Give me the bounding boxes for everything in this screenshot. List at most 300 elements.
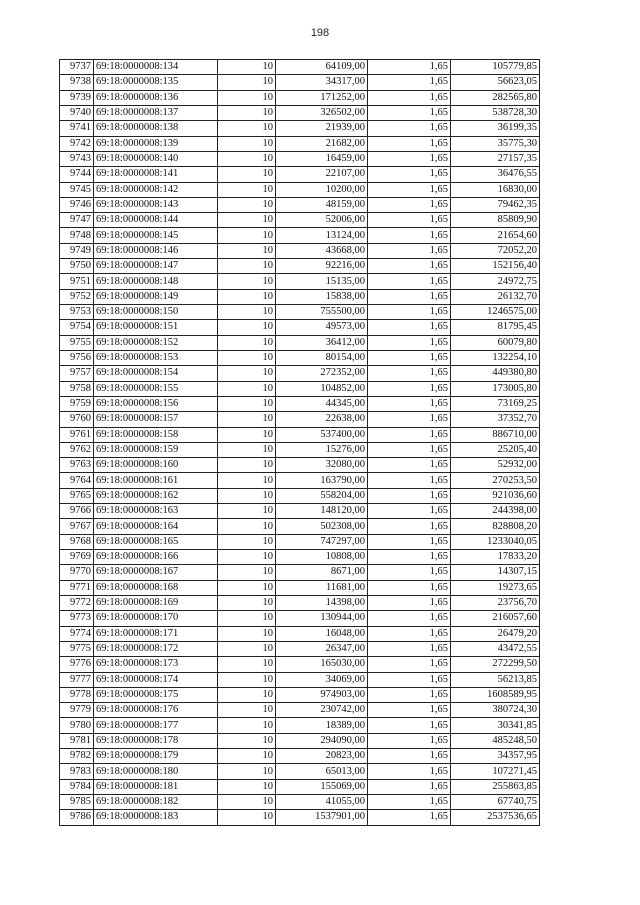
table-row: [60, 672, 540, 687]
category-code-cell: 10: [218, 519, 276, 534]
table-row: [60, 488, 540, 503]
category-code-cell: 10: [218, 320, 276, 335]
category-code-cell: 10: [218, 687, 276, 702]
rate-value-cell: 1,65: [368, 718, 451, 733]
area-value-cell: 148120,00: [276, 504, 368, 519]
total-value-cell: 282565,80: [451, 90, 540, 105]
area-value-cell: 10808,00: [276, 550, 368, 565]
category-code-cell: 10: [218, 228, 276, 243]
total-value-cell: 1233040,05: [451, 534, 540, 549]
area-value-cell: 104852,00: [276, 381, 368, 396]
table-row: [60, 641, 540, 656]
category-code-cell: 10: [218, 90, 276, 105]
row-number-cell: 9759: [60, 396, 94, 411]
cadastral-number-cell: 69:18:0000008:151: [94, 320, 218, 335]
table-row: [60, 243, 540, 258]
rate-value-cell: 1,65: [368, 121, 451, 136]
table-row: [60, 703, 540, 718]
category-code-cell: 10: [218, 795, 276, 810]
row-number-cell: 9761: [60, 427, 94, 442]
table-row: [60, 228, 540, 243]
total-value-cell: 36199,35: [451, 121, 540, 136]
area-value-cell: 21682,00: [276, 136, 368, 151]
row-number-cell: 9770: [60, 565, 94, 580]
rate-value-cell: 1,65: [368, 565, 451, 580]
cadastral-number-cell: 69:18:0000008:165: [94, 534, 218, 549]
category-code-cell: 10: [218, 442, 276, 457]
area-value-cell: 15276,00: [276, 442, 368, 457]
total-value-cell: 16830,00: [451, 182, 540, 197]
category-code-cell: 10: [218, 105, 276, 120]
area-value-cell: 48159,00: [276, 197, 368, 212]
table-row: [60, 458, 540, 473]
category-code-cell: 10: [218, 259, 276, 274]
cadastral-number-cell: 69:18:0000008:150: [94, 305, 218, 320]
total-value-cell: 27157,35: [451, 151, 540, 166]
rate-value-cell: 1,65: [368, 335, 451, 350]
table-row: [60, 182, 540, 197]
area-value-cell: 34069,00: [276, 672, 368, 687]
table-row: [60, 167, 540, 182]
category-code-cell: 10: [218, 611, 276, 626]
rate-value-cell: 1,65: [368, 534, 451, 549]
table-row: [60, 197, 540, 212]
row-number-cell: 9775: [60, 641, 94, 656]
cadastral-number-cell: 69:18:0000008:182: [94, 795, 218, 810]
area-value-cell: 80154,00: [276, 350, 368, 365]
total-value-cell: 14307,15: [451, 565, 540, 580]
cadastral-number-cell: 69:18:0000008:178: [94, 733, 218, 748]
cadastral-number-cell: 69:18:0000008:179: [94, 749, 218, 764]
total-value-cell: 828808,20: [451, 519, 540, 534]
total-value-cell: 19273,65: [451, 580, 540, 595]
area-value-cell: 974903,00: [276, 687, 368, 702]
category-code-cell: 10: [218, 550, 276, 565]
cadastral-number-cell: 69:18:0000008:171: [94, 626, 218, 641]
row-number-cell: 9779: [60, 703, 94, 718]
total-value-cell: 24972,75: [451, 274, 540, 289]
cadastral-number-cell: 69:18:0000008:143: [94, 197, 218, 212]
rate-value-cell: 1,65: [368, 90, 451, 105]
total-value-cell: 272299,50: [451, 657, 540, 672]
row-number-cell: 9745: [60, 182, 94, 197]
row-number-cell: 9742: [60, 136, 94, 151]
table-row: [60, 60, 540, 75]
page-number: 198: [310, 27, 330, 39]
category-code-cell: 10: [218, 350, 276, 365]
cadastral-number-cell: 69:18:0000008:156: [94, 396, 218, 411]
table-body: [60, 60, 540, 826]
table-row: [60, 75, 540, 90]
area-value-cell: 537400,00: [276, 427, 368, 442]
total-value-cell: 34357,95: [451, 749, 540, 764]
table-row: [60, 749, 540, 764]
area-value-cell: 13124,00: [276, 228, 368, 243]
cadastral-number-cell: 69:18:0000008:147: [94, 259, 218, 274]
area-value-cell: 272352,00: [276, 366, 368, 381]
rate-value-cell: 1,65: [368, 611, 451, 626]
cadastral-number-cell: 69:18:0000008:160: [94, 458, 218, 473]
table-row: [60, 687, 540, 702]
cadastral-number-cell: 69:18:0000008:174: [94, 672, 218, 687]
table-row: [60, 504, 540, 519]
area-value-cell: 130944,00: [276, 611, 368, 626]
area-value-cell: 21939,00: [276, 121, 368, 136]
cadastral-number-cell: 69:18:0000008:173: [94, 657, 218, 672]
table-row: [60, 335, 540, 350]
cadastral-number-cell: 69:18:0000008:136: [94, 90, 218, 105]
cadastral-number-cell: 69:18:0000008:148: [94, 274, 218, 289]
total-value-cell: 380724,30: [451, 703, 540, 718]
area-value-cell: 43668,00: [276, 243, 368, 258]
total-value-cell: 921036,60: [451, 488, 540, 503]
total-value-cell: 485248,50: [451, 733, 540, 748]
cadastral-number-cell: 69:18:0000008:181: [94, 779, 218, 794]
row-number-cell: 9780: [60, 718, 94, 733]
category-code-cell: 10: [218, 626, 276, 641]
cadastral-number-cell: 69:18:0000008:161: [94, 473, 218, 488]
rate-value-cell: 1,65: [368, 733, 451, 748]
category-code-cell: 10: [218, 733, 276, 748]
rate-value-cell: 1,65: [368, 151, 451, 166]
cadastral-number-cell: 69:18:0000008:145: [94, 228, 218, 243]
rate-value-cell: 1,65: [368, 412, 451, 427]
row-number-cell: 9752: [60, 289, 94, 304]
total-value-cell: 25205,40: [451, 442, 540, 457]
cadastral-number-cell: 69:18:0000008:166: [94, 550, 218, 565]
rate-value-cell: 1,65: [368, 289, 451, 304]
cadastral-number-cell: 69:18:0000008:176: [94, 703, 218, 718]
row-number-cell: 9754: [60, 320, 94, 335]
row-number-cell: 9773: [60, 611, 94, 626]
row-number-cell: 9768: [60, 534, 94, 549]
total-value-cell: 538728,30: [451, 105, 540, 120]
rate-value-cell: 1,65: [368, 810, 451, 825]
category-code-cell: 10: [218, 396, 276, 411]
row-number-cell: 9764: [60, 473, 94, 488]
area-value-cell: 41055,00: [276, 795, 368, 810]
category-code-cell: 10: [218, 473, 276, 488]
cadastral-number-cell: 69:18:0000008:168: [94, 580, 218, 595]
cadastral-number-cell: 69:18:0000008:163: [94, 504, 218, 519]
total-value-cell: 56623,05: [451, 75, 540, 90]
area-value-cell: 16459,00: [276, 151, 368, 166]
rate-value-cell: 1,65: [368, 641, 451, 656]
cadastral-number-cell: 69:18:0000008:183: [94, 810, 218, 825]
area-value-cell: 14398,00: [276, 595, 368, 610]
category-code-cell: 10: [218, 289, 276, 304]
category-code-cell: 10: [218, 534, 276, 549]
category-code-cell: 10: [218, 243, 276, 258]
cadastral-number-cell: 69:18:0000008:152: [94, 335, 218, 350]
category-code-cell: 10: [218, 213, 276, 228]
category-code-cell: 10: [218, 672, 276, 687]
total-value-cell: 132254,10: [451, 350, 540, 365]
area-value-cell: 22638,00: [276, 412, 368, 427]
table-row: [60, 320, 540, 335]
rate-value-cell: 1,65: [368, 595, 451, 610]
total-value-cell: 81795,45: [451, 320, 540, 335]
category-code-cell: 10: [218, 197, 276, 212]
total-value-cell: 56213,85: [451, 672, 540, 687]
rate-value-cell: 1,65: [368, 197, 451, 212]
area-value-cell: 502308,00: [276, 519, 368, 534]
category-code-cell: 10: [218, 779, 276, 794]
total-value-cell: 30341,85: [451, 718, 540, 733]
row-number-cell: 9758: [60, 381, 94, 396]
cadastral-number-cell: 69:18:0000008:167: [94, 565, 218, 580]
row-number-cell: 9740: [60, 105, 94, 120]
total-value-cell: 107271,45: [451, 764, 540, 779]
table-row: [60, 779, 540, 794]
table-row: [60, 105, 540, 120]
row-number-cell: 9753: [60, 305, 94, 320]
rate-value-cell: 1,65: [368, 182, 451, 197]
total-value-cell: 2537536,65: [451, 810, 540, 825]
row-number-cell: 9778: [60, 687, 94, 702]
table-row: [60, 442, 540, 457]
category-code-cell: 10: [218, 749, 276, 764]
table-row: [60, 718, 540, 733]
area-value-cell: 26347,00: [276, 641, 368, 656]
area-value-cell: 326502,00: [276, 105, 368, 120]
table-row: [60, 427, 540, 442]
row-number-cell: 9760: [60, 412, 94, 427]
rate-value-cell: 1,65: [368, 657, 451, 672]
category-code-cell: 10: [218, 657, 276, 672]
table-row: [60, 657, 540, 672]
total-value-cell: 36476,55: [451, 167, 540, 182]
table-row: [60, 519, 540, 534]
row-number-cell: 9765: [60, 488, 94, 503]
category-code-cell: 10: [218, 151, 276, 166]
row-number-cell: 9767: [60, 519, 94, 534]
row-number-cell: 9771: [60, 580, 94, 595]
total-value-cell: 35775,30: [451, 136, 540, 151]
area-value-cell: 1537901,00: [276, 810, 368, 825]
total-value-cell: 1608589,95: [451, 687, 540, 702]
area-value-cell: 44345,00: [276, 396, 368, 411]
category-code-cell: 10: [218, 274, 276, 289]
row-number-cell: 9774: [60, 626, 94, 641]
rate-value-cell: 1,65: [368, 366, 451, 381]
cadastral-number-cell: 69:18:0000008:159: [94, 442, 218, 457]
category-code-cell: 10: [218, 641, 276, 656]
total-value-cell: 152156,40: [451, 259, 540, 274]
row-number-cell: 9756: [60, 350, 94, 365]
area-value-cell: 18389,00: [276, 718, 368, 733]
area-value-cell: 155069,00: [276, 779, 368, 794]
area-value-cell: 64109,00: [276, 60, 368, 75]
row-number-cell: 9738: [60, 75, 94, 90]
area-value-cell: 294090,00: [276, 733, 368, 748]
row-number-cell: 9763: [60, 458, 94, 473]
rate-value-cell: 1,65: [368, 749, 451, 764]
rate-value-cell: 1,65: [368, 167, 451, 182]
table-row: [60, 121, 540, 136]
total-value-cell: 85809,90: [451, 213, 540, 228]
rate-value-cell: 1,65: [368, 488, 451, 503]
rate-value-cell: 1,65: [368, 60, 451, 75]
cadastral-number-cell: 69:18:0000008:138: [94, 121, 218, 136]
total-value-cell: 26132,70: [451, 289, 540, 304]
area-value-cell: 165030,00: [276, 657, 368, 672]
rate-value-cell: 1,65: [368, 550, 451, 565]
cadastral-number-cell: 69:18:0000008:175: [94, 687, 218, 702]
row-number-cell: 9757: [60, 366, 94, 381]
table-row: [60, 550, 540, 565]
category-code-cell: 10: [218, 565, 276, 580]
rate-value-cell: 1,65: [368, 243, 451, 258]
table-row: [60, 412, 540, 427]
total-value-cell: 244398,00: [451, 504, 540, 519]
row-number-cell: 9762: [60, 442, 94, 457]
table-row: [60, 350, 540, 365]
row-number-cell: 9785: [60, 795, 94, 810]
category-code-cell: 10: [218, 488, 276, 503]
row-number-cell: 9784: [60, 779, 94, 794]
total-value-cell: 60079,80: [451, 335, 540, 350]
row-number-cell: 9783: [60, 764, 94, 779]
area-value-cell: 15135,00: [276, 274, 368, 289]
area-value-cell: 755500,00: [276, 305, 368, 320]
total-value-cell: 79462,35: [451, 197, 540, 212]
total-value-cell: 37352,70: [451, 412, 540, 427]
area-value-cell: 8671,00: [276, 565, 368, 580]
land-parcel-table: [59, 59, 540, 826]
total-value-cell: 216057,60: [451, 611, 540, 626]
category-code-cell: 10: [218, 458, 276, 473]
total-value-cell: 886710,00: [451, 427, 540, 442]
total-value-cell: 173005,80: [451, 381, 540, 396]
table-row: [60, 381, 540, 396]
category-code-cell: 10: [218, 182, 276, 197]
row-number-cell: 9744: [60, 167, 94, 182]
area-value-cell: 230742,00: [276, 703, 368, 718]
category-code-cell: 10: [218, 167, 276, 182]
area-value-cell: 15838,00: [276, 289, 368, 304]
row-number-cell: 9781: [60, 733, 94, 748]
cadastral-number-cell: 69:18:0000008:177: [94, 718, 218, 733]
cadastral-number-cell: 69:18:0000008:139: [94, 136, 218, 151]
rate-value-cell: 1,65: [368, 672, 451, 687]
cadastral-number-cell: 69:18:0000008:180: [94, 764, 218, 779]
row-number-cell: 9748: [60, 228, 94, 243]
rate-value-cell: 1,65: [368, 75, 451, 90]
rate-value-cell: 1,65: [368, 320, 451, 335]
area-value-cell: 36412,00: [276, 335, 368, 350]
cadastral-number-cell: 69:18:0000008:157: [94, 412, 218, 427]
cadastral-number-cell: 69:18:0000008:154: [94, 366, 218, 381]
area-value-cell: 52006,00: [276, 213, 368, 228]
table-row: [60, 473, 540, 488]
rate-value-cell: 1,65: [368, 458, 451, 473]
cadastral-number-cell: 69:18:0000008:149: [94, 289, 218, 304]
cadastral-number-cell: 69:18:0000008:155: [94, 381, 218, 396]
rate-value-cell: 1,65: [368, 274, 451, 289]
row-number-cell: 9747: [60, 213, 94, 228]
row-number-cell: 9782: [60, 749, 94, 764]
rate-value-cell: 1,65: [368, 228, 451, 243]
area-value-cell: 171252,00: [276, 90, 368, 105]
area-value-cell: 747297,00: [276, 534, 368, 549]
cadastral-number-cell: 69:18:0000008:134: [94, 60, 218, 75]
area-value-cell: 10200,00: [276, 182, 368, 197]
table-row: [60, 136, 540, 151]
table-row: [60, 151, 540, 166]
cadastral-number-cell: 69:18:0000008:153: [94, 350, 218, 365]
table-row: [60, 733, 540, 748]
cadastral-number-cell: 69:18:0000008:142: [94, 182, 218, 197]
table-row: [60, 810, 540, 825]
cadastral-number-cell: 69:18:0000008:169: [94, 595, 218, 610]
rate-value-cell: 1,65: [368, 427, 451, 442]
category-code-cell: 10: [218, 504, 276, 519]
category-code-cell: 10: [218, 703, 276, 718]
area-value-cell: 11681,00: [276, 580, 368, 595]
area-value-cell: 92216,00: [276, 259, 368, 274]
cadastral-number-cell: 69:18:0000008:172: [94, 641, 218, 656]
rate-value-cell: 1,65: [368, 795, 451, 810]
total-value-cell: 73169,25: [451, 396, 540, 411]
rate-value-cell: 1,65: [368, 473, 451, 488]
table-row: [60, 90, 540, 105]
category-code-cell: 10: [218, 810, 276, 825]
total-value-cell: 270253,50: [451, 473, 540, 488]
table-row: [60, 795, 540, 810]
row-number-cell: 9786: [60, 810, 94, 825]
rate-value-cell: 1,65: [368, 213, 451, 228]
total-value-cell: 21654,60: [451, 228, 540, 243]
area-value-cell: 32080,00: [276, 458, 368, 473]
total-value-cell: 449380,80: [451, 366, 540, 381]
rate-value-cell: 1,65: [368, 305, 451, 320]
category-code-cell: 10: [218, 427, 276, 442]
row-number-cell: 9737: [60, 60, 94, 75]
table-row: [60, 289, 540, 304]
table-row: [60, 305, 540, 320]
total-value-cell: 105779,85: [451, 60, 540, 75]
category-code-cell: 10: [218, 764, 276, 779]
category-code-cell: 10: [218, 580, 276, 595]
table-row: [60, 274, 540, 289]
category-code-cell: 10: [218, 75, 276, 90]
row-number-cell: 9751: [60, 274, 94, 289]
table-row: [60, 626, 540, 641]
area-value-cell: 34317,00: [276, 75, 368, 90]
area-value-cell: 558204,00: [276, 488, 368, 503]
table-row: [60, 396, 540, 411]
table-row: [60, 259, 540, 274]
rate-value-cell: 1,65: [368, 442, 451, 457]
cadastral-number-cell: 69:18:0000008:146: [94, 243, 218, 258]
table-row: [60, 366, 540, 381]
cadastral-number-cell: 69:18:0000008:141: [94, 167, 218, 182]
category-code-cell: 10: [218, 136, 276, 151]
rate-value-cell: 1,65: [368, 687, 451, 702]
area-value-cell: 20823,00: [276, 749, 368, 764]
rate-value-cell: 1,65: [368, 105, 451, 120]
total-value-cell: 255863,85: [451, 779, 540, 794]
row-number-cell: 9739: [60, 90, 94, 105]
category-code-cell: 10: [218, 381, 276, 396]
row-number-cell: 9750: [60, 259, 94, 274]
rate-value-cell: 1,65: [368, 504, 451, 519]
row-number-cell: 9772: [60, 595, 94, 610]
area-value-cell: 65013,00: [276, 764, 368, 779]
total-value-cell: 67740,75: [451, 795, 540, 810]
table-row: [60, 565, 540, 580]
